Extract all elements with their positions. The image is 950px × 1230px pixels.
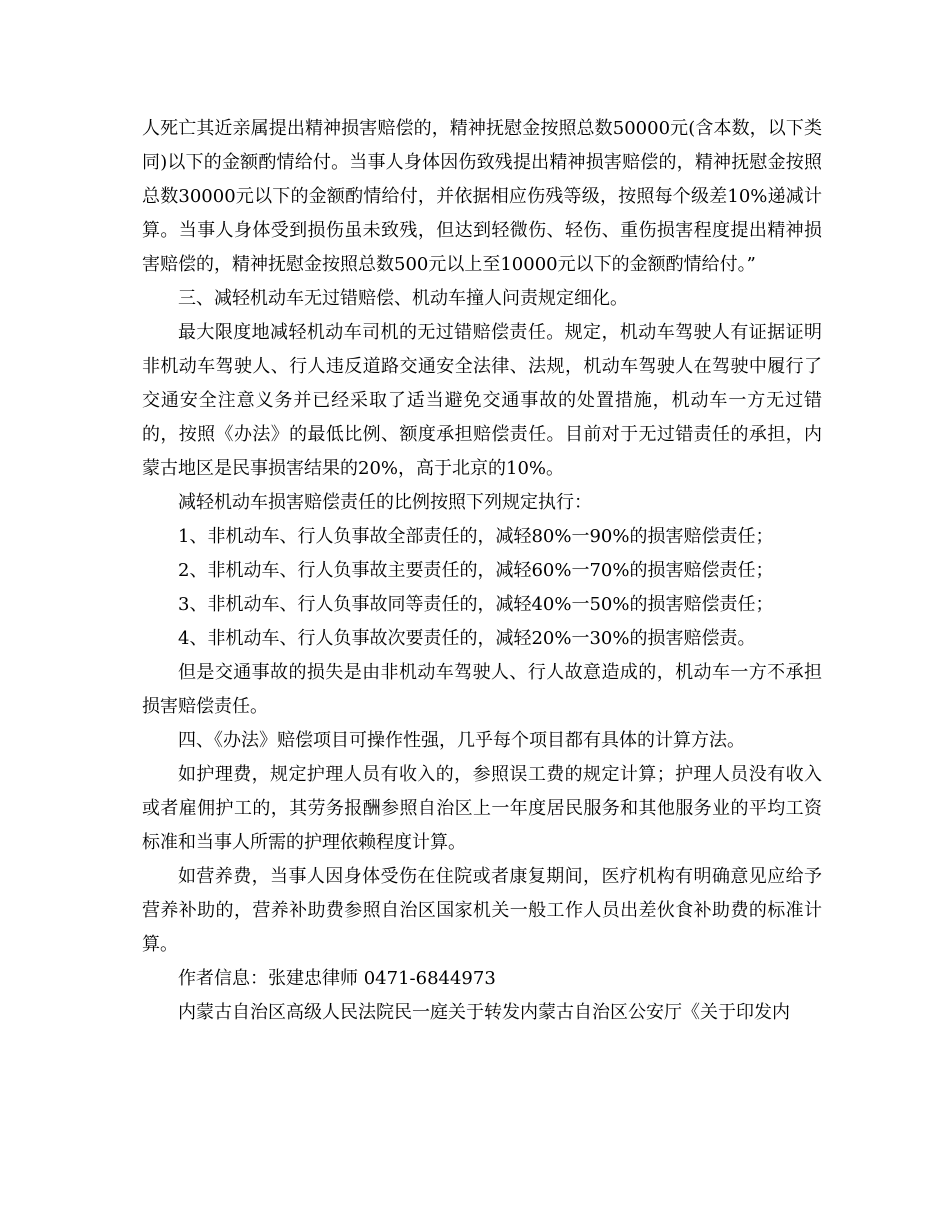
paragraph-compensation-continued: 人死亡其近亲属提出精神损害赔偿的，精神抚慰金按照总数50000元(含本数，以下类同)以下的金额酌情给付。当事人身体因伤致残提出精神损害赔偿的，精神抚慰金按照总数30000元以下的金额酌情给付，并依据相应伤残等级，按照每个级差10%递减计算。当事人身体受到损伤虽未致残，但达到轻微伤、轻伤、重伤损害程度提出精神损害赔偿的，精神抚慰金按照总数500元以上至10000元以下的金额酌情给付。” — [142, 118, 822, 275]
section-heading-three: 三、减轻机动车无过错赔偿、机动车撞人问责规定细化。 — [178, 288, 628, 309]
document-body — [142, 112, 822, 1030]
paragraph-nursing-fee: 如护理费，规定护理人员有收入的，参照误工费的规定计算；护理人员没有收入或者雇佣护工的，其劳务报酬参照自治区上一年度居民服务和其他服务业的平均工资标准和当事人所需的护理依赖程度计算。 — [142, 764, 822, 853]
author-info: 作者信息：张建忠律师 0471-6844973 — [178, 968, 496, 989]
paragraph-court-notice: 内蒙古自治区高级人民法院民一庭关于转发内蒙古自治区公安厅《关于印发内 — [178, 1002, 790, 1023]
list-item-main-responsibility: 2、非机动车、行人负事故主要责任的，减轻60%一70%的损害赔偿责任； — [178, 560, 774, 581]
paragraph-intentional-exception: 但是交通事故的损失是由非机动车驾驶人、行人故意造成的，机动车一方不承担损害赔偿责任。 — [142, 662, 822, 717]
paragraph-ratio-intro: 减轻机动车损害赔偿责任的比例按照下列规定执行： — [178, 492, 592, 513]
section-heading-four: 四、《办法》赔偿项目可操作性强，几乎每个项目都有具体的计算方法。 — [178, 730, 745, 751]
list-item-equal-responsibility: 3、非机动车、行人负事故同等责任的，减轻40%一50%的损害赔偿责任； — [178, 594, 774, 615]
paragraph-no-fault: 最大限度地减轻机动车司机的无过错赔偿责任。规定，机动车驾驶人有证据证明非机动车驾驶人、行人违反道路交通安全法律、法规，机动车驾驶人在驾驶中履行了交通安全注意义务并已经采取了适当避免交通事故的处置措施，机动车一方无过错的，按照《办法》的最低比例、额度承担赔偿责任。目前对于无过错责任的承担，内蒙古地区是民事损害结果的20%，高于北京的10%。 — [142, 322, 822, 479]
list-item-full-responsibility: 1、非机动车、行人负事故全部责任的，减轻80%一90%的损害赔偿责任； — [178, 526, 774, 547]
paragraph-nutrition-fee: 如营养费，当事人因身体受伤在住院或者康复期间，医疗机构有明确意见应给予营养补助的，营养补助费参照自治区国家机关一般工作人员出差伙食补助费的标准计算。 — [142, 866, 822, 955]
list-item-secondary-responsibility: 4、非机动车、行人负事故次要责任的，减轻20%一30%的损害赔偿责。 — [178, 628, 756, 649]
